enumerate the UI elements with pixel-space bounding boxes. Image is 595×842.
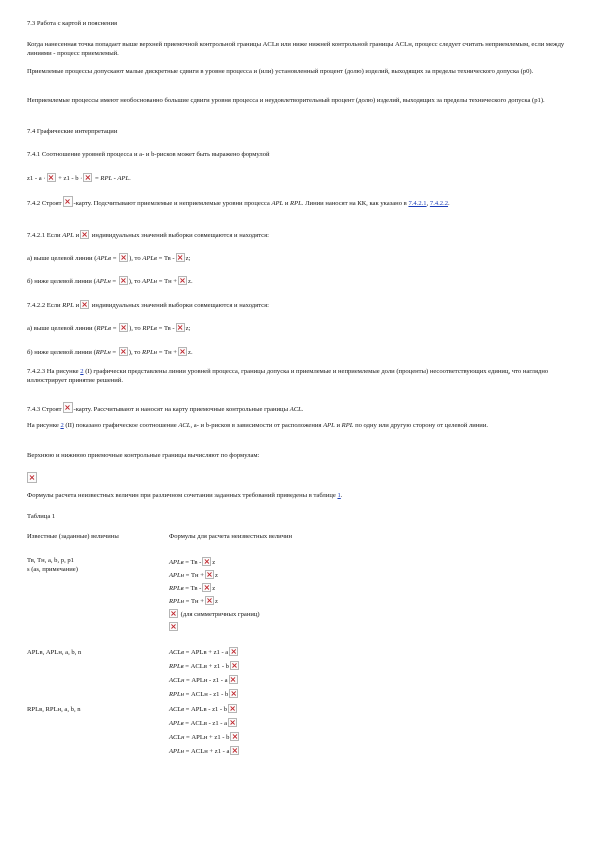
paragraph-7-4-2-1: 7.4.2.1 Если APL и× индивидуальных значений выборки совмещаются и находятся: bbox=[27, 230, 572, 241]
formula-line: APLв = Тв -× z bbox=[169, 557, 369, 570]
broken-image-icon bbox=[176, 253, 185, 262]
link-7-4-2-1[interactable]: 7.4.2.1 bbox=[408, 200, 427, 207]
table-row bbox=[27, 557, 572, 647]
broken-image-icon bbox=[83, 173, 92, 182]
formula-line: ACLв = APLв - z1 - b× bbox=[169, 704, 369, 718]
formula-line: RPLн = Тн +× z bbox=[169, 596, 369, 609]
broken-image-icon bbox=[119, 253, 128, 262]
formula-line: APLв = ACLв - z1 - a× bbox=[169, 718, 369, 732]
table-cell-known: Тв, Тн, а, b, p, p1 bbox=[27, 557, 74, 564]
section-7-4-title: 7.4 Графические интерпретации bbox=[27, 128, 118, 135]
equation-risks: z1 - a ·× + z1 - b ·× = RPL - APL. bbox=[27, 173, 572, 184]
paragraph-acceptable: Приемлемые процессы допускают малые дискретные сдвиги в уровне процесса и (или) установленный процент (долю) изделий, выходящих за пределы технического допуска (р0). bbox=[27, 68, 534, 75]
table-title: Таблица 1 bbox=[27, 513, 56, 520]
broken-image-icon bbox=[202, 557, 211, 566]
table-cell-known: RPLв, RPLн, а, b, n bbox=[27, 706, 81, 713]
paragraph-figure-2: На рисунке 2 (II) показано графическое соотношение ACL, а- и b-рисков в зависимости от расположения APL и RPL по одну или другую сторону от целевой линии. bbox=[27, 422, 488, 429]
paragraph-bounds: Верхнюю и нижнюю приемочные контрольные границы вычисляют по формулам: bbox=[27, 452, 260, 459]
paragraph-7-4-1: 7.4.1 Соотношение уровней процесса и а- и b-рисков может быть выражено формулой bbox=[27, 151, 270, 158]
broken-image-icon bbox=[80, 300, 89, 309]
paragraph-7-4-3: 7.4.3 Строят× -карту. Рассчитывают и наносят на карту приемочные контрольные границы ACL. bbox=[27, 402, 572, 415]
case-b-rpl: б) ниже целевой линии (RPLн = × ), то RPLн = Тн +× z. bbox=[27, 347, 572, 358]
table-col-formulas: Формулы для расчета неизвестных величин bbox=[169, 533, 293, 540]
formula-line bbox=[169, 622, 369, 635]
broken-image-icon bbox=[205, 570, 214, 579]
broken-image-icon bbox=[178, 347, 187, 356]
case-a-apl: а) выше целевой линии (APLв = × ), то APLв = Тв -× z; bbox=[27, 253, 572, 264]
formula-line: ACLн = APLн - z1 - a× bbox=[169, 675, 369, 689]
broken-image-icon bbox=[229, 647, 238, 656]
broken-image-icon bbox=[80, 230, 89, 239]
formula-line: ACLн = APLн + z1 - b× bbox=[169, 732, 369, 746]
broken-image-icon bbox=[230, 732, 239, 741]
link-7-4-2-2[interactable]: 7.4.2.2 bbox=[429, 200, 449, 207]
table-row bbox=[27, 704, 572, 764]
link-figure-2[interactable]: 2 bbox=[80, 368, 84, 375]
formula-line: RPLв = Тв -× z bbox=[169, 583, 369, 596]
broken-image-icon bbox=[119, 276, 128, 285]
formula-line: APLн = ACLн + z1 - a× bbox=[169, 746, 369, 760]
paragraph-7-4-2-2: 7.4.2.2 Если RPL и× индивидуальных значений выборки совмещаются и находятся: bbox=[27, 300, 572, 311]
broken-image-icon bbox=[119, 347, 128, 356]
formula-line: APLн = Тн +× z bbox=[169, 570, 369, 583]
broken-image-icon bbox=[119, 323, 128, 332]
broken-image-icon bbox=[230, 746, 239, 755]
broken-image-icon bbox=[178, 276, 187, 285]
paragraph-unacceptable: Неприемлемые процессы имеют необоснованно большие сдвиги уровня процесса и неудовлетворительный процент (долю) изделий, выходящих за пределы технического допуска (р1). bbox=[27, 97, 545, 104]
broken-image-icon bbox=[169, 609, 178, 618]
broken-image-icon bbox=[230, 661, 239, 670]
case-b-apl: б) ниже целевой линии (APLн = × ), то APLн = Тн +× z. bbox=[27, 276, 572, 287]
table-cell-known-note: s (as, примечание) bbox=[27, 565, 78, 573]
broken-image-icon bbox=[27, 472, 37, 483]
paragraph-acl-rule: Когда нанесенная точка попадает выше верхней приемочной контрольной границы ACLв или ниже нижней контрольной границы ACLн, процесс следует считать неприемлемым, если между линиями - процесс приемлемый. bbox=[27, 41, 565, 57]
broken-image-icon bbox=[228, 718, 237, 727]
table-cell-known: APLв, APLн, а, b, n bbox=[27, 649, 82, 656]
paragraph-7-4-2-3: 7.4.2.3 На рисунке 2 (I) графически представлены линии уровней процесса, границы допуска и приемлемые и неприемлемые доли (проценты) несоответствующих единиц, что наглядно иллюстрирует принятие решений. bbox=[27, 368, 549, 384]
broken-image-icon bbox=[229, 689, 238, 698]
broken-image-icon bbox=[202, 583, 211, 592]
formula-line: ACLв = APLв + z1 - a× bbox=[169, 647, 369, 661]
table-row bbox=[27, 647, 572, 704]
paragraph-table-ref: Формулы расчета неизвестных величин при различном сочетании заданных требований приведены в таблице 1. bbox=[27, 492, 343, 499]
case-a-rpl: а) выше целевой линии (RPLв = × ), то RPLв = Тв -× z; bbox=[27, 323, 572, 334]
formula-line: × (для симметричных границ) bbox=[169, 609, 369, 622]
section-7-3-title: 7.3 Работа с картой и пояснения bbox=[27, 20, 118, 27]
broken-image-icon bbox=[228, 704, 237, 713]
table-header bbox=[27, 533, 572, 557]
broken-image-icon bbox=[229, 675, 238, 684]
broken-image-icon bbox=[169, 622, 178, 631]
broken-image-icon bbox=[63, 402, 73, 413]
broken-image-icon bbox=[47, 173, 56, 182]
formula-line: RPLн = ACLн - z1 - b× bbox=[169, 689, 369, 703]
formula-image bbox=[27, 472, 572, 485]
link-figure-2-ii[interactable]: 2 bbox=[60, 422, 64, 429]
broken-image-icon bbox=[205, 596, 214, 605]
paragraph-7-4-2: 7.4.2 Строят× -карту. Подсчитывают приемлемые и неприемлемые уровни процесса APL и RPL. Линии наносят на КК, как указано в 7.4.2.1, 7.4.2.2. bbox=[27, 196, 572, 209]
table-col-known: Известные (заданные) величины bbox=[27, 533, 119, 540]
broken-image-icon bbox=[176, 323, 185, 332]
formula-line: RPLв = ACLв + z1 - b× bbox=[169, 661, 369, 675]
broken-image-icon bbox=[63, 196, 73, 207]
link-table-1[interactable]: 1 bbox=[337, 492, 341, 499]
